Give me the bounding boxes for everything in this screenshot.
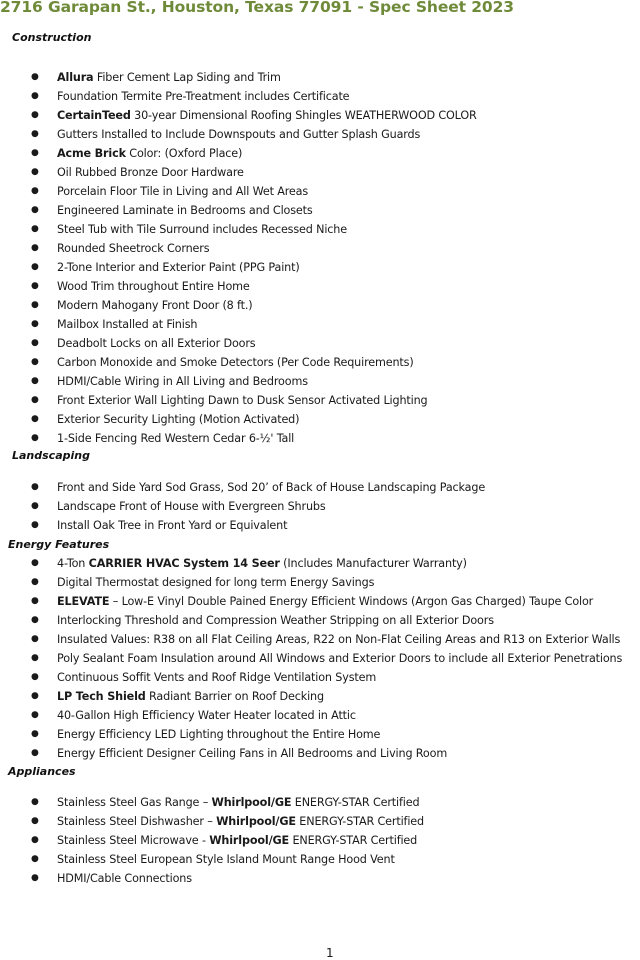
item-description: Modern Mahogany Front Door (8 ft.) [57,299,253,312]
list-item-text [57,554,467,573]
bullet-icon: ● [31,262,39,272]
item-description: Continuous Soffit Vents and Roof Ridge Ventilation System [57,671,377,684]
item-description: 4-Ton [57,557,89,570]
brand-name: CARRIER HVAC System 14 Seer [88,557,280,570]
bullet-icon: ● [31,854,39,864]
list-item-text [57,125,420,144]
section-heading-energy-features: Energy Features [8,538,110,551]
item-description: 40-Gallon High Efficiency Water Heater located in Attic [57,709,356,722]
item-description: ENERGY-STAR Certified [295,815,424,828]
bullet-icon: ● [31,376,39,386]
item-description: Insulated Values: R38 on all Flat Ceiling Areas, R22 on Non-Flat Ceiling Areas and R13 on Exterior Walls [57,633,621,646]
bullet-icon: ● [31,167,39,177]
bullet-icon: ● [31,577,39,587]
list-item-text [57,516,287,535]
bullet-icon: ● [31,501,39,511]
bullet-icon: ● [31,710,39,720]
list-item-text [57,497,326,516]
item-description: 30-year Dimensional Roofing Shingles WEATHERWOOD COLOR [130,109,477,122]
list-item-text [57,668,376,687]
list-item-text [57,630,620,649]
item-description: Gutters Installed to Include Downspouts and Gutter Splash Guards [57,128,421,141]
brand-name: Whirlpool/GE [216,815,296,828]
list-item-text [57,315,197,334]
bullet-icon: ● [31,433,39,443]
page-title: 2716 Garapan St., Houston, Texas 77091 - Spec Sheet 2023 [0,0,514,16]
bullet-icon: ● [31,205,39,215]
list-item-text [57,812,424,831]
item-description: Mailbox Installed at Finish [57,318,198,331]
list-item-text [57,744,447,763]
bullet-icon: ● [31,558,39,568]
list-item-text [57,611,494,630]
bullet-icon: ● [31,520,39,530]
item-description: Steel Tub with Tile Surround includes Recessed Niche [57,223,347,236]
bullet-icon: ● [31,596,39,606]
item-description: Front and Side Yard Sod Grass, Sod 20’ of Back of House Landscaping Package [57,481,486,494]
list-item-text [57,163,244,182]
list-item-text [57,372,308,391]
brand-name: Allura [57,71,94,84]
item-description: Exterior Security Lighting (Motion Activated) [57,413,300,426]
item-description: ENERGY-STAR Certified [289,834,418,847]
list-item-text [57,706,356,725]
bullet-icon: ● [31,300,39,310]
item-description: 2-Tone Interior and Exterior Paint (PPG Paint) [57,261,300,274]
bullet-icon: ● [31,835,39,845]
item-description: Color: (Oxford Place) [125,147,243,160]
list-item-text [57,296,253,315]
item-description: Radiant Barrier on Roof Decking [145,690,324,703]
item-description: Fiber Cement Lap Siding and Trim [93,71,281,84]
section-heading-landscaping: Landscaping [12,449,90,462]
item-description: Landscape Front of House with Evergreen Shrubs [57,500,326,513]
item-description: Poly Sealant Foam Insulation around All Windows and Exterior Doors to include all Exterior Penetrations [57,652,623,665]
bullet-icon: ● [31,110,39,120]
bullet-icon: ● [31,72,39,82]
bullet-icon: ● [31,672,39,682]
bullet-icon: ● [31,691,39,701]
item-description: Deadbolt Locks on all Exterior Doors [57,337,256,350]
item-description: Energy Efficiency LED Lighting throughout the Entire Home [57,728,381,741]
bullet-icon: ● [31,414,39,424]
item-description: – Low-E Vinyl Double Pained Energy Efficient Windows (Argon Gas Charged) Taupe Color [109,595,594,608]
list-item-text [57,87,349,106]
item-description: Energy Efficient Designer Ceiling Fans in All Bedrooms and Living Room [57,747,448,760]
bullet-icon: ● [31,653,39,663]
bullet-icon: ● [31,395,39,405]
list-item-text [57,277,250,296]
item-description: Rounded Sheetrock Corners [57,242,210,255]
item-description: Porcelain Floor Tile in Living and All Wet Areas [57,185,309,198]
brand-name: Acme Brick [57,147,126,160]
bullet-icon: ● [31,748,39,758]
bullet-icon: ● [31,816,39,826]
item-description: Foundation Termite Pre-Treatment includes Certificate [57,90,350,103]
brand-name: Whirlpool/GE [209,834,290,847]
bullet-icon: ● [31,243,39,253]
bullet-icon: ● [31,186,39,196]
bullet-icon: ● [31,319,39,329]
bullet-icon: ● [31,615,39,625]
item-description: Stainless Steel Microwave - [57,834,210,847]
bullet-icon: ● [31,797,39,807]
item-description: HDMI/Cable Connections [57,872,192,885]
bullet-icon: ● [31,129,39,139]
list-item-text [57,220,347,239]
list-item-text [57,831,417,850]
bullet-icon: ● [31,729,39,739]
list-item-text [57,144,242,163]
item-description: Front Exterior Wall Lighting Dawn to Dusk Sensor Activated Lighting [57,394,428,407]
item-description: Stainless Steel Gas Range – [57,796,212,809]
item-description: Oil Rubbed Bronze Door Hardware [57,166,244,179]
list-item-text [57,573,374,592]
list-item-text [57,353,414,372]
list-item-text [57,182,308,201]
brand-name: LP Tech Shield [57,690,146,703]
bullet-icon: ● [31,281,39,291]
list-item-text [57,649,622,668]
item-description: (Includes Manufacturer Warranty) [279,557,467,570]
list-item-text [57,334,255,353]
item-description: Digital Thermostat designed for long term Energy Savings [57,576,375,589]
bullet-icon: ● [31,224,39,234]
item-description: Wood Trim throughout Entire Home [57,280,250,293]
bullet-icon: ● [31,873,39,883]
list-item-text [57,68,281,87]
list-item-text [57,106,477,125]
page-number: 1 [326,946,334,960]
list-item-text [57,478,485,497]
item-description: Stainless Steel Dishwasher – [57,815,217,828]
brand-name: Whirlpool/GE [211,796,292,809]
item-description: ENERGY-STAR Certified [291,796,420,809]
item-description: Engineered Laminate in Bedrooms and Closets [57,204,313,217]
list-item-text [57,793,419,812]
item-description: Install Oak Tree in Front Yard or Equivalent [57,519,288,532]
list-item-text [57,410,299,429]
item-description: 1-Side Fencing Red Western Cedar 6-½' Tall [57,432,295,445]
list-item-text [57,725,380,744]
list-item-text [57,869,192,888]
bullet-icon: ● [31,634,39,644]
item-description: Interlocking Threshold and Compression Weather Stripping on all Exterior Doors [57,614,494,627]
bullet-icon: ● [31,357,39,367]
list-item-text [57,391,427,410]
section-heading-construction: Construction [12,31,92,44]
item-description: Carbon Monoxide and Smoke Detectors (Per Code Requirements) [57,356,414,369]
bullet-icon: ● [31,338,39,348]
bullet-icon: ● [31,91,39,101]
list-item-text [57,239,209,258]
list-item-text [57,201,313,220]
bullet-icon: ● [31,148,39,158]
list-item-text [57,850,395,869]
list-item-text [57,592,593,611]
list-item-text [57,687,324,706]
item-description: Stainless Steel European Style Island Mount Range Hood Vent [57,853,395,866]
list-item-text [57,429,294,448]
list-item-text [57,258,300,277]
section-heading-appliances: Appliances [8,765,76,778]
brand-name: CertainTeed [57,109,131,122]
item-description: HDMI/Cable Wiring in All Living and Bedrooms [57,375,308,388]
bullet-icon: ● [31,482,39,492]
brand-name: ELEVATE [57,595,110,608]
